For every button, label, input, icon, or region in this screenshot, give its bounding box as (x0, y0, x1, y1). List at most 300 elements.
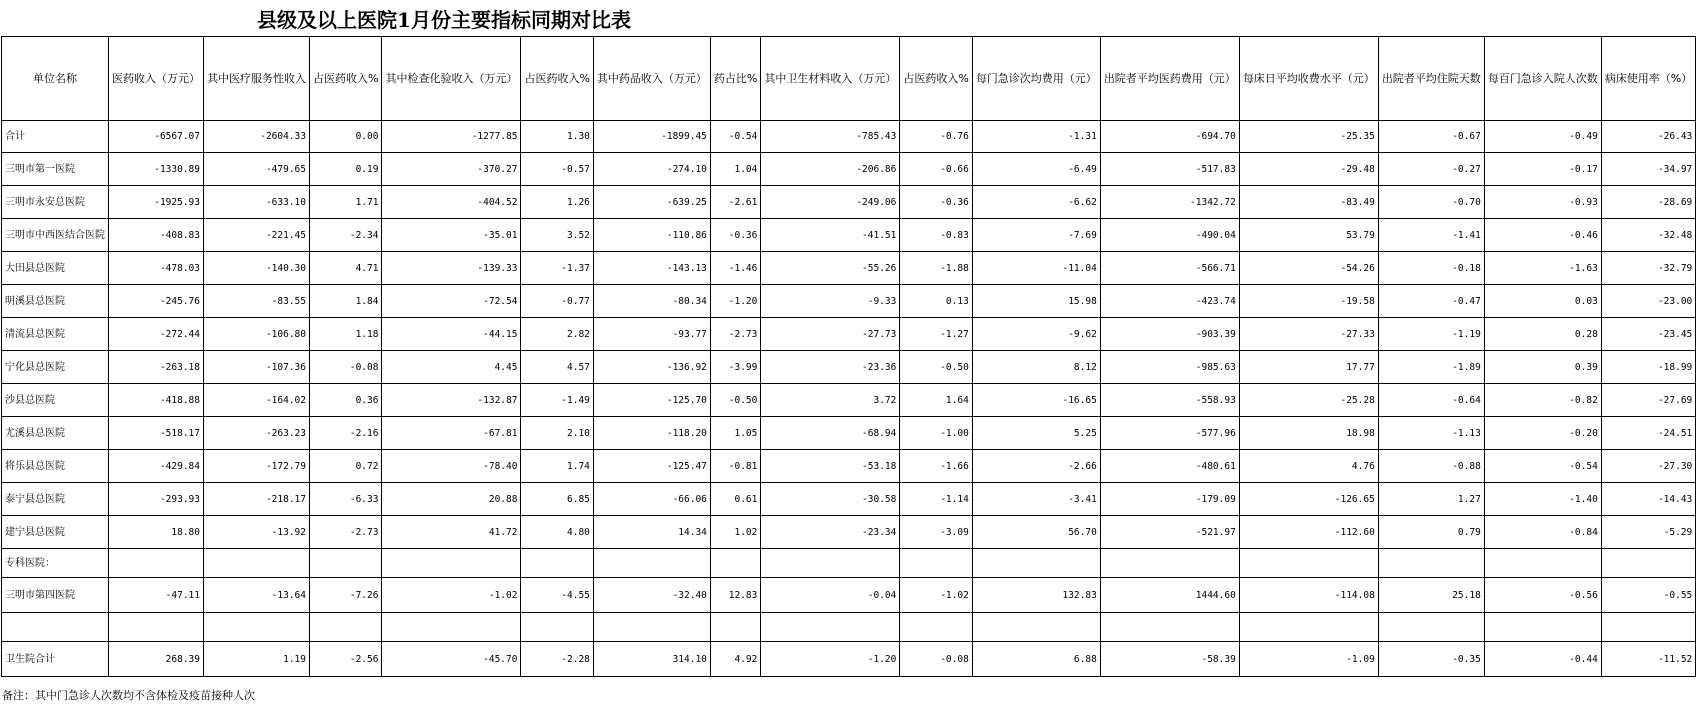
cell-value: -1.09 (1239, 642, 1378, 677)
table-row (2, 121, 1696, 153)
cell-value: -1.40 (1484, 483, 1601, 516)
empty-cell (521, 613, 593, 642)
cell-value: -143.13 (593, 252, 710, 285)
cell-value: 0.00 (310, 121, 382, 153)
cell-value: 56.70 (972, 516, 1100, 549)
cell-value: -0.36 (900, 186, 972, 219)
cell-value: -44.15 (382, 318, 521, 351)
cell-value: -83.55 (204, 285, 310, 318)
cell-value: 2.10 (521, 417, 593, 450)
cell-value: 3.52 (521, 219, 593, 252)
cell-value: -0.27 (1378, 153, 1484, 186)
cell-value: -0.57 (521, 153, 593, 186)
cell-value: 132.83 (972, 578, 1100, 613)
empty-cell (1484, 613, 1601, 642)
header-row (2, 37, 1696, 121)
unit-name: 清流县总医院 (2, 318, 109, 351)
unit-name: 大田县总医院 (2, 252, 109, 285)
cell-value: 6.88 (972, 642, 1100, 677)
cell-value: -29.48 (1239, 153, 1378, 186)
cell-value: -25.35 (1239, 121, 1378, 153)
cell-value: 1.02 (710, 516, 760, 549)
cell-value: -32.40 (593, 578, 710, 613)
cell-value: -0.54 (1484, 450, 1601, 483)
cell-value: -41.51 (761, 219, 900, 252)
cell-value: -1.13 (1378, 417, 1484, 450)
cell-value: -11.52 (1601, 642, 1695, 677)
cell-value: -164.02 (204, 384, 310, 417)
cell-value: -1.41 (1378, 219, 1484, 252)
cell-value: -0.76 (900, 121, 972, 153)
cell-value: -3.09 (900, 516, 972, 549)
table-row (2, 318, 1696, 351)
cell-value: -18.99 (1601, 351, 1695, 384)
cell-value: -2.34 (310, 219, 382, 252)
cell-value: 0.28 (1484, 318, 1601, 351)
cell-value: -125.70 (593, 384, 710, 417)
cell-value: -9.33 (761, 285, 900, 318)
unit-name: 沙县总医院 (2, 384, 109, 417)
comparison-table (1, 36, 1696, 677)
cell-value: 3.72 (761, 384, 900, 417)
unit-name: 明溪县总医院 (2, 285, 109, 318)
cell-value: -0.46 (1484, 219, 1601, 252)
cell-value: -6.62 (972, 186, 1100, 219)
cell-value: -2.56 (310, 642, 382, 677)
cell-value: -558.93 (1100, 384, 1239, 417)
cell-value: 4.92 (710, 642, 760, 677)
cell-value: -80.34 (593, 285, 710, 318)
cell-value: 12.83 (710, 578, 760, 613)
empty-cell (1484, 549, 1601, 578)
cell-value: -27.30 (1601, 450, 1695, 483)
column-header: 出院者平均住院天数 (1378, 37, 1484, 121)
cell-value: -0.56 (1484, 578, 1601, 613)
unit-name: 泰宁县总医院 (2, 483, 109, 516)
cell-value: -23.45 (1601, 318, 1695, 351)
cell-value: 4.80 (521, 516, 593, 549)
cell-value: -1899.45 (593, 121, 710, 153)
table-row (2, 450, 1696, 483)
cell-value: -263.18 (109, 351, 204, 384)
cell-value: -106.80 (204, 318, 310, 351)
cell-value: -7.69 (972, 219, 1100, 252)
empty-cell (310, 549, 382, 578)
cell-value: 14.34 (593, 516, 710, 549)
cell-value: -0.08 (900, 642, 972, 677)
cell-value: -132.87 (382, 384, 521, 417)
cell-value: -125.47 (593, 450, 710, 483)
cell-value: -0.08 (310, 351, 382, 384)
empty-cell (1239, 549, 1378, 578)
cell-value: -0.70 (1378, 186, 1484, 219)
cell-value: 4.76 (1239, 450, 1378, 483)
cell-value: -27.69 (1601, 384, 1695, 417)
empty-cell (204, 613, 310, 642)
cell-value: 1.30 (521, 121, 593, 153)
cell-value: -2.73 (710, 318, 760, 351)
empty-cell (109, 613, 204, 642)
cell-value: -1342.72 (1100, 186, 1239, 219)
section-row (2, 549, 1696, 578)
cell-value: -903.39 (1100, 318, 1239, 351)
cell-value: 41.72 (382, 516, 521, 549)
cell-value: -47.11 (109, 578, 204, 613)
cell-value: -7.26 (310, 578, 382, 613)
page-title: 县级及以上医院1月份主要指标同期对比表 (257, 7, 631, 32)
cell-value: 4.45 (382, 351, 521, 384)
cell-value: -23.34 (761, 516, 900, 549)
cell-value: -0.18 (1378, 252, 1484, 285)
cell-value: -0.82 (1484, 384, 1601, 417)
cell-value: -2.28 (521, 642, 593, 677)
cell-value: 1.84 (310, 285, 382, 318)
cell-value: -478.03 (109, 252, 204, 285)
cell-value: -0.49 (1484, 121, 1601, 153)
cell-value: -272.44 (109, 318, 204, 351)
empty-cell (1239, 613, 1378, 642)
cell-value: -6567.07 (109, 121, 204, 153)
cell-value: -5.29 (1601, 516, 1695, 549)
cell-value: -83.49 (1239, 186, 1378, 219)
cell-value: -1.14 (900, 483, 972, 516)
cell-value: -53.18 (761, 450, 900, 483)
column-header: 其中医疗服务性收入 (204, 37, 310, 121)
empty-cell (2, 613, 109, 642)
cell-value: -66.06 (593, 483, 710, 516)
cell-value: -30.58 (761, 483, 900, 516)
cell-value: -2.66 (972, 450, 1100, 483)
cell-value: -179.09 (1100, 483, 1239, 516)
cell-value: 1.26 (521, 186, 593, 219)
cell-value: -0.83 (900, 219, 972, 252)
empty-cell (1601, 613, 1695, 642)
empty-cell (1378, 613, 1484, 642)
cell-value: 1.74 (521, 450, 593, 483)
cell-value: 5.25 (972, 417, 1100, 450)
cell-value: -0.66 (900, 153, 972, 186)
cell-value: -1.20 (761, 642, 900, 677)
cell-value: -28.69 (1601, 186, 1695, 219)
table-row (2, 516, 1696, 549)
unit-name: 卫生院合计 (2, 642, 109, 677)
cell-value: 1.71 (310, 186, 382, 219)
spacer-row (2, 613, 1696, 642)
cell-value: -67.81 (382, 417, 521, 450)
cell-value: -1.89 (1378, 351, 1484, 384)
cell-value: -13.92 (204, 516, 310, 549)
unit-name: 建宁县总医院 (2, 516, 109, 549)
empty-cell (310, 613, 382, 642)
cell-value: -0.81 (710, 450, 760, 483)
cell-value: -1.37 (521, 252, 593, 285)
cell-value: 4.57 (521, 351, 593, 384)
cell-value: -490.04 (1100, 219, 1239, 252)
cell-value: -518.17 (109, 417, 204, 450)
cell-value: -2.61 (710, 186, 760, 219)
cell-value: -126.65 (1239, 483, 1378, 516)
cell-value: -249.06 (761, 186, 900, 219)
cell-value: -1.19 (1378, 318, 1484, 351)
cell-value: -11.04 (972, 252, 1100, 285)
unit-name: 尤溪县总医院 (2, 417, 109, 450)
cell-value: -136.92 (593, 351, 710, 384)
cell-value: 1.64 (900, 384, 972, 417)
cell-value: -93.77 (593, 318, 710, 351)
cell-value: -114.08 (1239, 578, 1378, 613)
cell-value: -1.46 (710, 252, 760, 285)
cell-value: -0.67 (1378, 121, 1484, 153)
cell-value: 0.03 (1484, 285, 1601, 318)
table-row (2, 578, 1696, 613)
cell-value: 2.82 (521, 318, 593, 351)
cell-value: -23.00 (1601, 285, 1695, 318)
cell-value: 25.18 (1378, 578, 1484, 613)
column-header: 其中卫生材料收入（万元） (761, 37, 900, 121)
cell-value: -34.97 (1601, 153, 1695, 186)
cell-value: -24.51 (1601, 417, 1695, 450)
column-header: 占医药收入% (521, 37, 593, 121)
empty-cell (593, 613, 710, 642)
cell-value: -245.76 (109, 285, 204, 318)
cell-value: 1.18 (310, 318, 382, 351)
column-header: 每门急诊次均费用（元） (972, 37, 1100, 121)
column-header: 其中药品收入（万元） (593, 37, 710, 121)
empty-cell (1378, 549, 1484, 578)
cell-value: -0.50 (900, 351, 972, 384)
cell-value: 4.71 (310, 252, 382, 285)
cell-value: 0.19 (310, 153, 382, 186)
table-row (2, 285, 1696, 318)
cell-value: -1.88 (900, 252, 972, 285)
empty-cell (761, 613, 900, 642)
cell-value: -139.33 (382, 252, 521, 285)
cell-value: -32.48 (1601, 219, 1695, 252)
cell-value: -140.30 (204, 252, 310, 285)
empty-cell (109, 549, 204, 578)
cell-value: -0.47 (1378, 285, 1484, 318)
cell-value: -479.65 (204, 153, 310, 186)
cell-value: -480.61 (1100, 450, 1239, 483)
cell-value: -23.36 (761, 351, 900, 384)
unit-name: 宁化县总医院 (2, 351, 109, 384)
unit-name: 三明市第四医院 (2, 578, 109, 613)
cell-value: -274.10 (593, 153, 710, 186)
column-header: 单位名称 (2, 37, 109, 121)
empty-cell (761, 549, 900, 578)
table-row (2, 417, 1696, 450)
cell-value: -13.64 (204, 578, 310, 613)
cell-value: -19.58 (1239, 285, 1378, 318)
cell-value: -0.44 (1484, 642, 1601, 677)
empty-cell (972, 549, 1100, 578)
cell-value: 0.36 (310, 384, 382, 417)
cell-value: -0.04 (761, 578, 900, 613)
cell-value: 15.98 (972, 285, 1100, 318)
cell-value: -577.96 (1100, 417, 1239, 450)
column-header: 占医药收入% (900, 37, 972, 121)
cell-value: 1444.60 (1100, 578, 1239, 613)
cell-value: -2.73 (310, 516, 382, 549)
empty-cell (710, 613, 760, 642)
cell-value: -0.77 (521, 285, 593, 318)
cell-value: -429.84 (109, 450, 204, 483)
footnote: 备注：其中门急诊人次数均不含体检及疫苗接种人次 (2, 689, 255, 702)
cell-value: 17.77 (1239, 351, 1378, 384)
cell-value: -0.93 (1484, 186, 1601, 219)
empty-cell (1601, 549, 1695, 578)
cell-value: -54.26 (1239, 252, 1378, 285)
cell-value: -0.17 (1484, 153, 1601, 186)
cell-value: 6.85 (521, 483, 593, 516)
table-row (2, 252, 1696, 285)
cell-value: 0.39 (1484, 351, 1601, 384)
cell-value: -9.62 (972, 318, 1100, 351)
cell-value: -2.16 (310, 417, 382, 450)
cell-value: -118.20 (593, 417, 710, 450)
empty-cell (1100, 613, 1239, 642)
cell-value: -517.83 (1100, 153, 1239, 186)
cell-value: -1.02 (382, 578, 521, 613)
cell-value: 1.27 (1378, 483, 1484, 516)
cell-value: -0.84 (1484, 516, 1601, 549)
cell-value: 20.88 (382, 483, 521, 516)
cell-value: -0.20 (1484, 417, 1601, 450)
cell-value: -404.52 (382, 186, 521, 219)
cell-value: -110.86 (593, 219, 710, 252)
cell-value: -418.88 (109, 384, 204, 417)
cell-value: 1.04 (710, 153, 760, 186)
cell-value: -78.40 (382, 450, 521, 483)
cell-value: -521.97 (1100, 516, 1239, 549)
cell-value: -3.99 (710, 351, 760, 384)
cell-value: -25.28 (1239, 384, 1378, 417)
cell-value: -72.54 (382, 285, 521, 318)
cell-value: -221.45 (204, 219, 310, 252)
cell-value: -0.55 (1601, 578, 1695, 613)
table-row (2, 351, 1696, 384)
empty-cell (710, 549, 760, 578)
cell-value: 1.05 (710, 417, 760, 450)
table-row (2, 153, 1696, 186)
column-header: 其中检查化验收入（万元） (382, 37, 521, 121)
cell-value: -55.26 (761, 252, 900, 285)
cell-value: -1.20 (710, 285, 760, 318)
table-row (2, 219, 1696, 252)
column-header: 出院者平均医药费用（元） (1100, 37, 1239, 121)
cell-value: 268.39 (109, 642, 204, 677)
cell-value: 1.19 (204, 642, 310, 677)
table-row (2, 642, 1696, 677)
cell-value: -1.49 (521, 384, 593, 417)
cell-value: -58.39 (1100, 642, 1239, 677)
cell-value: -1.31 (972, 121, 1100, 153)
cell-value: 8.12 (972, 351, 1100, 384)
cell-value: 18.98 (1239, 417, 1378, 450)
table-row (2, 384, 1696, 417)
cell-value: -1.66 (900, 450, 972, 483)
cell-value: -68.94 (761, 417, 900, 450)
cell-value: -694.70 (1100, 121, 1239, 153)
cell-value: -206.86 (761, 153, 900, 186)
cell-value: 0.61 (710, 483, 760, 516)
column-header: 药占比% (710, 37, 760, 121)
cell-value: 314.10 (593, 642, 710, 677)
cell-value: -27.73 (761, 318, 900, 351)
cell-value: -1.00 (900, 417, 972, 450)
cell-value: -785.43 (761, 121, 900, 153)
cell-value: -423.74 (1100, 285, 1239, 318)
cell-value: -172.79 (204, 450, 310, 483)
cell-value: 0.79 (1378, 516, 1484, 549)
cell-value: -4.55 (521, 578, 593, 613)
unit-name: 将乐县总医院 (2, 450, 109, 483)
cell-value: -107.36 (204, 351, 310, 384)
cell-value: -1330.89 (109, 153, 204, 186)
cell-value: -26.43 (1601, 121, 1695, 153)
cell-value: -218.17 (204, 483, 310, 516)
cell-value: -293.93 (109, 483, 204, 516)
unit-name: 三明市第一医院 (2, 153, 109, 186)
cell-value: -14.43 (1601, 483, 1695, 516)
column-header: 每百门急诊入院人次数 (1484, 37, 1601, 121)
column-header: 每床日平均收费水平（元） (1239, 37, 1378, 121)
cell-value: -0.35 (1378, 642, 1484, 677)
column-header: 占医药收入% (310, 37, 382, 121)
section-label: 专科医院： (2, 549, 109, 578)
empty-cell (900, 613, 972, 642)
cell-value: 18.80 (109, 516, 204, 549)
cell-value: -566.71 (1100, 252, 1239, 285)
empty-cell (204, 549, 310, 578)
cell-value: -370.27 (382, 153, 521, 186)
cell-value: -32.79 (1601, 252, 1695, 285)
empty-cell (900, 549, 972, 578)
cell-value: -3.41 (972, 483, 1100, 516)
cell-value: -1277.85 (382, 121, 521, 153)
cell-value: 53.79 (1239, 219, 1378, 252)
cell-value: -35.01 (382, 219, 521, 252)
cell-value: -408.83 (109, 219, 204, 252)
cell-value: -0.88 (1378, 450, 1484, 483)
cell-value: -1925.93 (109, 186, 204, 219)
empty-cell (972, 613, 1100, 642)
cell-value: -1.63 (1484, 252, 1601, 285)
cell-value: -16.65 (972, 384, 1100, 417)
cell-value: -0.54 (710, 121, 760, 153)
unit-name: 三明市永安总医院 (2, 186, 109, 219)
cell-value: -0.64 (1378, 384, 1484, 417)
column-header: 医药收入（万元） (109, 37, 204, 121)
cell-value: 0.72 (310, 450, 382, 483)
column-header: 病床使用率（%） (1601, 37, 1695, 121)
cell-value: -0.36 (710, 219, 760, 252)
empty-cell (382, 613, 521, 642)
empty-cell (521, 549, 593, 578)
empty-cell (382, 549, 521, 578)
table-row (2, 186, 1696, 219)
cell-value: -6.49 (972, 153, 1100, 186)
cell-value: 0.13 (900, 285, 972, 318)
cell-value: -45.70 (382, 642, 521, 677)
table-row (2, 483, 1696, 516)
table-body (2, 37, 1696, 677)
empty-cell (593, 549, 710, 578)
cell-value: -633.10 (204, 186, 310, 219)
empty-cell (1100, 549, 1239, 578)
cell-value: -985.63 (1100, 351, 1239, 384)
unit-name: 合计 (2, 121, 109, 153)
